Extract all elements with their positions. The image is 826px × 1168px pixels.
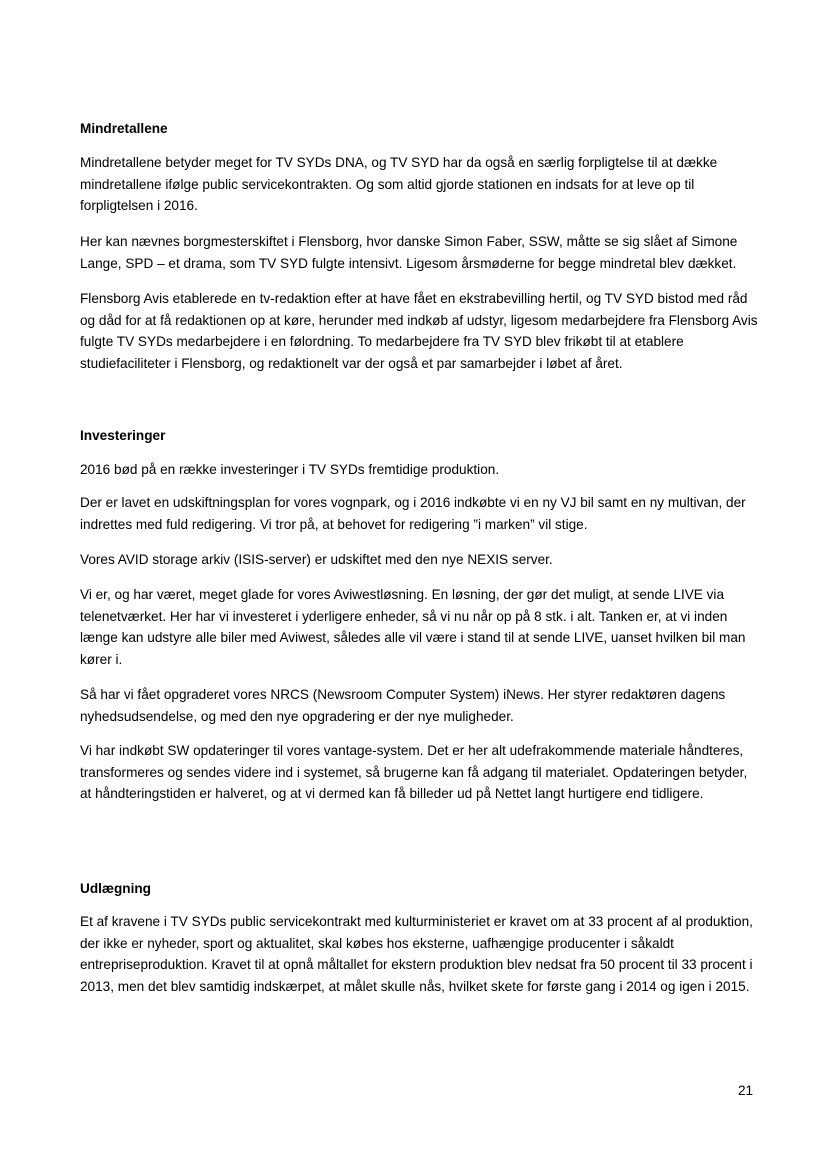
paragraph bbox=[80, 740, 760, 805]
paragraph bbox=[80, 492, 760, 535]
paragraph-text: Flensborg Avis etablerede en tv-redaktion efter at have fået en ekstrabevilling hertil, og TV SYD bistod med råd og dåd for at få redaktionen op at køre, herunder med indkøb af udstyr, ligesom medarbejdere fra Flensborg Avis fulgte TV SYDs medarbejdere i en følordning. To medarbejdere fra TV SYD blev frikøbt til at etablere studiefaciliteter i Flensborg, og redaktionelt var der også et par samarbejder i løbet af året. bbox=[80, 291, 758, 371]
paragraph-text: Vi har indkøbt SW opdateringer til vores vantage-system. Det er her alt udefrakommende materiale håndteres, transformeres og sendes videre ind i systemet, så brugerne kan få adgang til materialet. Opdateringen betyder, at håndteringstiden er halveret, og at vi dermed kan få billeder ud på Nettet langt hurtigere end tidligere. bbox=[80, 743, 748, 801]
section-heading: Udlægning bbox=[80, 881, 151, 896]
paragraph bbox=[80, 584, 760, 670]
paragraph-text: 2016 bød på en række investeringer i TV SYDs fremtidige produktion. bbox=[80, 462, 500, 477]
paragraph bbox=[80, 152, 760, 217]
paragraph bbox=[80, 911, 760, 997]
paragraph bbox=[80, 288, 760, 374]
paragraph bbox=[80, 231, 760, 274]
paragraph-text: Vores AVID storage arkiv (ISIS-server) er udskiftet med den nye NEXIS server. bbox=[80, 552, 553, 567]
section-udlaegning bbox=[80, 878, 760, 900]
paragraph-text: Her kan nævnes borgmesterskiftet i Flensborg, hvor danske Simon Faber, SSW, måtte se sig slået af Simone Lange, SPD – et drama, som TV SYD fulgte intensivt. Ligesom årsmøderne for begge mindretal blev dækket. bbox=[80, 234, 738, 271]
paragraph-text: Et af kravene i TV SYDs public servicekontrakt med kulturministeriet er kravet om at 33 procent af al produktion, der ikke er nyheder, sport og aktualitet, skal købes hos eksterne, uafhængige producenter i såkaldt entrepriseproduktion. Kravet til at opnå måltallet for ekstern produktion blev nedsat fra 50 procent til 33 procent i 2013, men det blev samtidig indskærpet, at målet skulle nås, hvilket skete for første gang i 2014 og igen i 2015. bbox=[80, 914, 753, 994]
section-investeringer bbox=[80, 425, 760, 447]
section-mindretallene bbox=[80, 118, 760, 140]
section-heading: Mindretallene bbox=[80, 121, 168, 136]
paragraph bbox=[80, 549, 760, 571]
paragraph-text: Der er lavet en udskiftningsplan for vores vognpark, og i 2016 indkøbte vi en ny VJ bil samt en ny multivan, der indrettes med fuld redigering. Vi tror på, at behovet for redigering ”i marken” vil stige. bbox=[80, 495, 746, 532]
paragraph-text: Mindretallene betyder meget for TV SYDs DNA, og TV SYD har da også en særlig forpligtelse til at dække mindretallene ifølge public servicekontrakten. Og som altid gjorde stationen en indsats for at leve op til forpligtelsen i 2016. bbox=[80, 155, 718, 213]
paragraph bbox=[80, 684, 760, 727]
paragraph-text: Så har vi fået opgraderet vores NRCS (Newsroom Computer System) iNews. Her styrer redaktøren dagens nyhedsudsendelse, og med den nye opgradering er der nye muligheder. bbox=[80, 687, 726, 724]
paragraph bbox=[80, 459, 760, 481]
paragraph-text: Vi er, og har været, meget glade for vores Aviwestløsning. En løsning, der gør det muligt, at sende LIVE via telenetværket. Her har vi investeret i yderligere enheder, så vi nu når op på 8 stk. i alt. Tanken er, at vi inden længe kan udstyre alle biler med Aviwest, således alle vil være i stand til at sende LIVE, uanset hvilken bil man kører i. bbox=[80, 587, 746, 667]
page-number: 21 bbox=[738, 1083, 754, 1098]
section-heading: Investeringer bbox=[80, 428, 166, 443]
